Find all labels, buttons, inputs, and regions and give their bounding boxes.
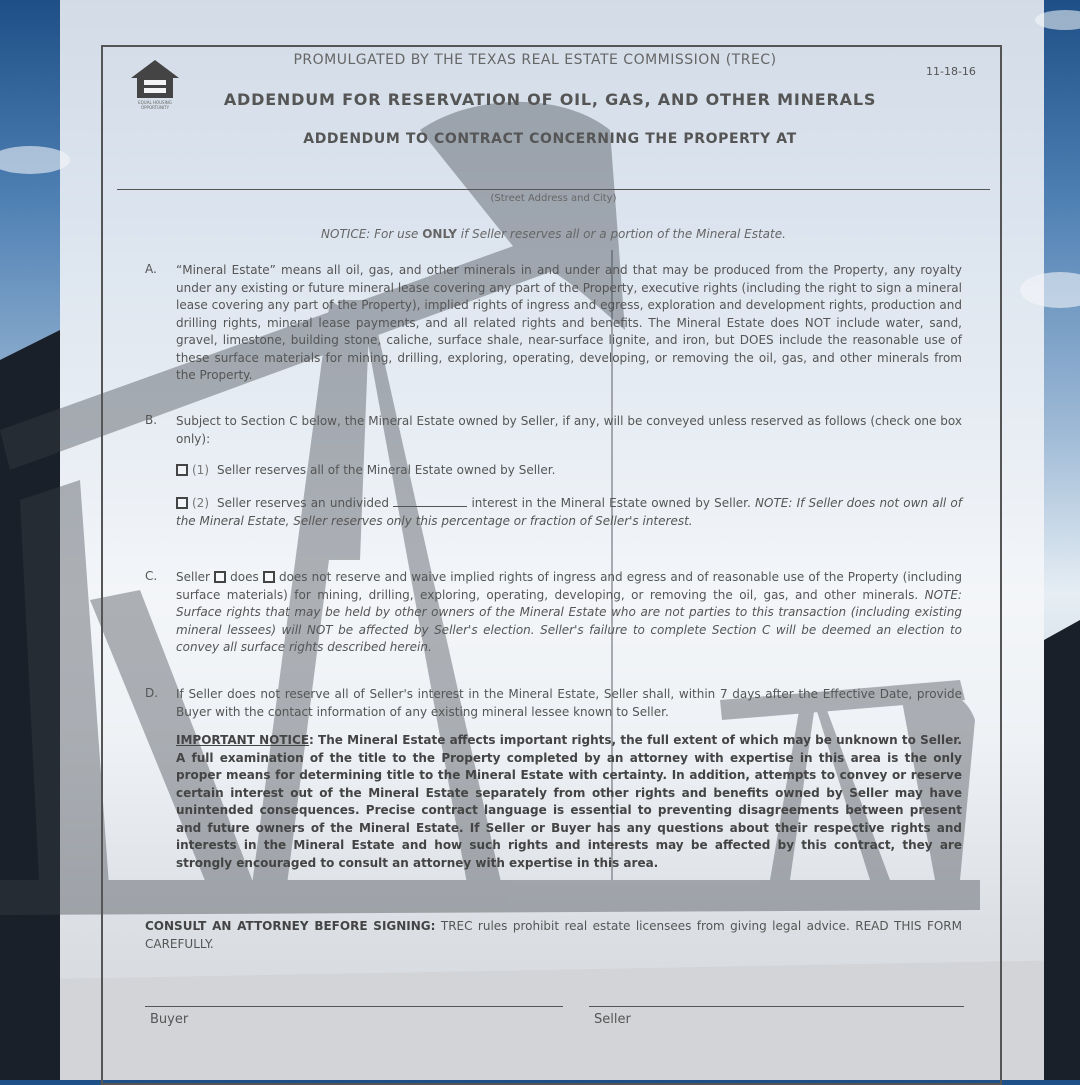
option-1-number: (1) bbox=[192, 463, 209, 477]
option-2-number: (2) bbox=[192, 496, 209, 510]
option-1-checkbox[interactable] bbox=[176, 464, 188, 476]
logo-caption: EQUAL HOUSING OPPORTUNITY bbox=[138, 100, 172, 110]
form-title: ADDENDUM FOR RESERVATION OF OIL, GAS, AND OTHER MINERALS bbox=[223, 90, 877, 109]
important-notice-heading: IMPORTANT NOTICE bbox=[176, 733, 310, 747]
section-b-option-2 bbox=[176, 495, 962, 530]
notice-after: if Seller reserves all or a portion of the Mineral Estate. bbox=[456, 227, 786, 241]
section-d-letter: D. bbox=[145, 686, 159, 700]
street-address-caption: (Street Address and City) bbox=[490, 193, 617, 204]
section-c-letter: C. bbox=[145, 569, 158, 583]
section-a-letter: A. bbox=[145, 262, 157, 276]
does-checkbox[interactable] bbox=[214, 571, 226, 583]
notice-before: NOTICE: For use bbox=[321, 227, 423, 241]
section-c-note: NOTE: Surface rights that may be held by other owners of the Mineral Estate who are not parties to this transaction (including existing mineral lessees) will NOT be affected by Seller's election. Seller's failure to complete Section C will be deemed an election to convey all surface rights described herein. bbox=[176, 587, 962, 654]
interest-fraction-field[interactable] bbox=[393, 506, 467, 507]
section-c-seller: Seller bbox=[176, 570, 210, 584]
important-notice bbox=[176, 732, 962, 872]
section-c-text bbox=[176, 569, 962, 657]
option-2-after: interest in the Mineral Estate owned by Seller. bbox=[471, 496, 751, 510]
buyer-signature-line[interactable] bbox=[145, 1006, 563, 1007]
consult-attorney bbox=[145, 918, 962, 953]
does-not-label: does not bbox=[278, 570, 332, 584]
section-a-text: “Mineral Estate” means all oil, gas, and other minerals in and under and that may be produced from the Property, any royalty under any existing or future mineral lease covering any part of the Property, executive rights (including the right to sign a mineral lease covering any part of the Property), implied rights of ingress and egress, exploration and development rights, production and drilling rights, mineral lease payments, and all related rights and benefits. The Mineral Estate does NOT include water, sand, gravel, limestone, building stone, caliche, surface shale, near-surface lignite, and iron, but DOES include the reasonable use of these surface materials for mining, drilling, exploring, operating, developing, or removing the oil, gas, and other minerals from the Property. bbox=[176, 263, 962, 382]
option-2-before: Seller reserves an undivided bbox=[217, 496, 390, 510]
consult-heading: CONSULT AN ATTORNEY BEFORE SIGNING: bbox=[145, 919, 436, 933]
section-d-text: If Seller does not reserve all of Seller's interest in the Mineral Estate, Seller shall, within 7 days after the Effective Date, provide Buyer with the contact information of any existing mineral lessee known to Seller. bbox=[176, 687, 962, 719]
form-subtitle: ADDENDUM TO CONTRACT CONCERNING THE PROPERTY AT bbox=[303, 131, 797, 147]
option-2-checkbox[interactable] bbox=[176, 497, 188, 509]
notice-only: ONLY bbox=[422, 227, 457, 241]
usage-notice bbox=[117, 227, 990, 241]
street-address-field[interactable] bbox=[117, 189, 990, 190]
seller-label: Seller bbox=[594, 1012, 631, 1027]
option-2-note: NOTE: If Seller does not own all of the Mineral Estate, Seller reserves only this percentage or fraction of Seller's interest. bbox=[176, 496, 962, 528]
buyer-label: Buyer bbox=[150, 1012, 189, 1027]
option-1-text: Seller reserves all of the Mineral Estate owned by Seller. bbox=[217, 463, 556, 477]
does-not-checkbox[interactable] bbox=[263, 571, 275, 583]
consult-text: TREC rules prohibit real estate licensees from giving legal advice. READ THIS FORM CAREFULLY. bbox=[145, 919, 962, 951]
seller-signature-line[interactable] bbox=[589, 1006, 964, 1007]
important-notice-text: : The Mineral Estate affects important rights, the full extent of which may be unknown to Seller. A full examination of the title to the Property completed by an attorney with expertise in this area is the only proper means for determining title to the Mineral Estate with certainty. In addition, attempts to convey or reserve certain interest out of the Mineral Estate separately from other rights and benefits owned by Seller may have unintended consequences. Precise contract language is essential to preventing disagreements between present and future owners of the Mineral Estate. If Seller or Buyer has any questions about their respective rights and interests in the Mineral Estate and how such rights and interests may be affected by this contract, they are strongly encouraged to consult an attorney with expertise in this area. bbox=[176, 733, 962, 870]
section-b-letter: B. bbox=[145, 413, 158, 427]
section-c-body: reserve and waive implied rights of ingress and egress and of reasonable use of the Property (including surface materials) for mining, drilling, exploring, operating, developing, or removing the oil, gas, and other minerals. bbox=[176, 570, 962, 602]
form-date: 11-18-16 bbox=[926, 65, 976, 78]
promulgated-line: PROMULGATED BY THE TEXAS REAL ESTATE COMMISSION (TREC) bbox=[293, 52, 777, 68]
section-b-text: Subject to Section C below, the Mineral Estate owned by Seller, if any, will be conveyed unless reserved as follows (check one box only): bbox=[176, 414, 962, 446]
section-b-option-1 bbox=[176, 462, 962, 480]
does-label: does bbox=[230, 570, 259, 584]
